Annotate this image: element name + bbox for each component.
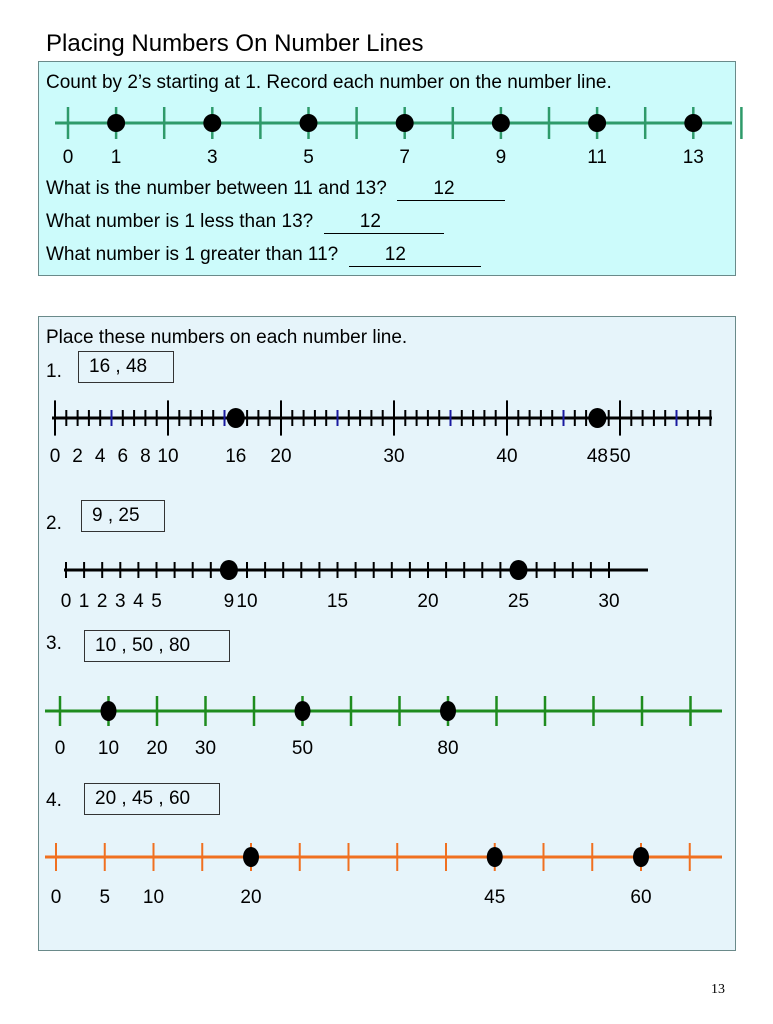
plotted-point — [203, 114, 221, 132]
tick-label: 8 — [140, 446, 151, 467]
problem-4-given-box: 20 , 45 , 60 — [84, 783, 220, 815]
tick-label: 2 — [72, 446, 83, 467]
page-number: 13 — [711, 982, 725, 997]
tick-label: 9 — [495, 147, 507, 168]
tick-label: 80 — [437, 738, 459, 759]
plotted-point — [227, 408, 245, 428]
tick-label: 20 — [417, 591, 439, 612]
plotted-point — [243, 847, 259, 867]
tick-label: 11 — [587, 147, 607, 168]
plotted-point — [487, 847, 503, 867]
tick-label: 40 — [496, 446, 518, 467]
tick-label: 4 — [94, 446, 106, 467]
tick-label: 10 — [97, 738, 120, 759]
question-text: What is the number between 11 and 13? — [46, 178, 387, 199]
tick-label: 45 — [484, 887, 506, 908]
plotted-point — [588, 114, 606, 132]
tick-label: 0 — [49, 446, 61, 467]
answer-field[interactable]: 12 — [324, 211, 444, 234]
tick-label: 5 — [303, 147, 314, 168]
answer-field[interactable]: 12 — [349, 244, 481, 267]
problem-2-given-box: 9 , 25 — [81, 500, 165, 532]
tick-label: 5 — [151, 591, 162, 612]
tick-label: 50 — [291, 738, 314, 759]
answer-field[interactable]: 12 — [397, 178, 505, 201]
tick-label: 13 — [682, 147, 704, 168]
plotted-point — [492, 114, 510, 132]
plotted-point — [633, 847, 649, 867]
problem-1-given-box: 16 , 48 — [78, 351, 174, 383]
tick-label: 0 — [54, 738, 66, 759]
tick-label: 9 — [223, 591, 235, 612]
part2-instruction: Place these numbers on each number line. — [46, 327, 408, 348]
tick-label: 15 — [326, 591, 349, 612]
tick-label: 4 — [133, 591, 144, 612]
tick-label: 50 — [609, 446, 631, 467]
tick-label: 0 — [50, 887, 62, 908]
tick-label: 3 — [207, 147, 218, 168]
tick-label: 1 — [78, 591, 90, 612]
plotted-point — [107, 114, 125, 132]
tick-label: 0 — [60, 591, 72, 612]
part1-instruction: Count by 2’s starting at 1. Record each number on the number line. — [46, 72, 612, 93]
plotted-point — [295, 701, 311, 721]
plotted-point — [396, 114, 414, 132]
tick-label: 20 — [146, 738, 168, 759]
tick-label: 2 — [96, 591, 108, 612]
problem-2-number: 2. — [46, 513, 62, 534]
problem-1-number: 1. — [46, 361, 62, 382]
plotted-point — [588, 408, 606, 428]
tick-label: 6 — [117, 446, 129, 467]
plotted-point — [101, 701, 117, 721]
question-text: What number is 1 greater than 11? — [46, 244, 339, 265]
plotted-point — [684, 114, 702, 132]
problem-3-number: 3. — [46, 633, 62, 654]
tick-label: 60 — [630, 887, 652, 908]
tick-label: 25 — [507, 591, 530, 612]
plotted-point — [440, 701, 456, 721]
tick-label: 30 — [383, 446, 405, 467]
tick-label: 0 — [62, 147, 74, 168]
tick-label: 20 — [240, 887, 262, 908]
tick-label: 20 — [270, 446, 292, 467]
tick-label: 1 — [110, 147, 122, 168]
plotted-point — [220, 560, 238, 580]
tick-label: 7 — [399, 147, 410, 168]
tick-label: 5 — [99, 887, 111, 908]
plotted-point — [300, 114, 318, 132]
tick-label: 10 — [236, 591, 258, 612]
plotted-point — [510, 560, 528, 580]
question-text: What number is 1 less than 13? — [46, 211, 314, 232]
page-title: Placing Numbers On Number Lines — [46, 30, 424, 57]
problem-4-number: 4. — [46, 790, 62, 811]
tick-label: 10 — [157, 446, 179, 467]
tick-label: 10 — [142, 887, 165, 908]
tick-label: 48 — [586, 446, 608, 467]
tick-label: 3 — [115, 591, 126, 612]
problem-3-given-box: 10 , 50 , 80 — [84, 630, 230, 662]
tick-label: 30 — [598, 591, 620, 612]
tick-label: 30 — [194, 738, 217, 759]
tick-label: 16 — [225, 446, 247, 467]
